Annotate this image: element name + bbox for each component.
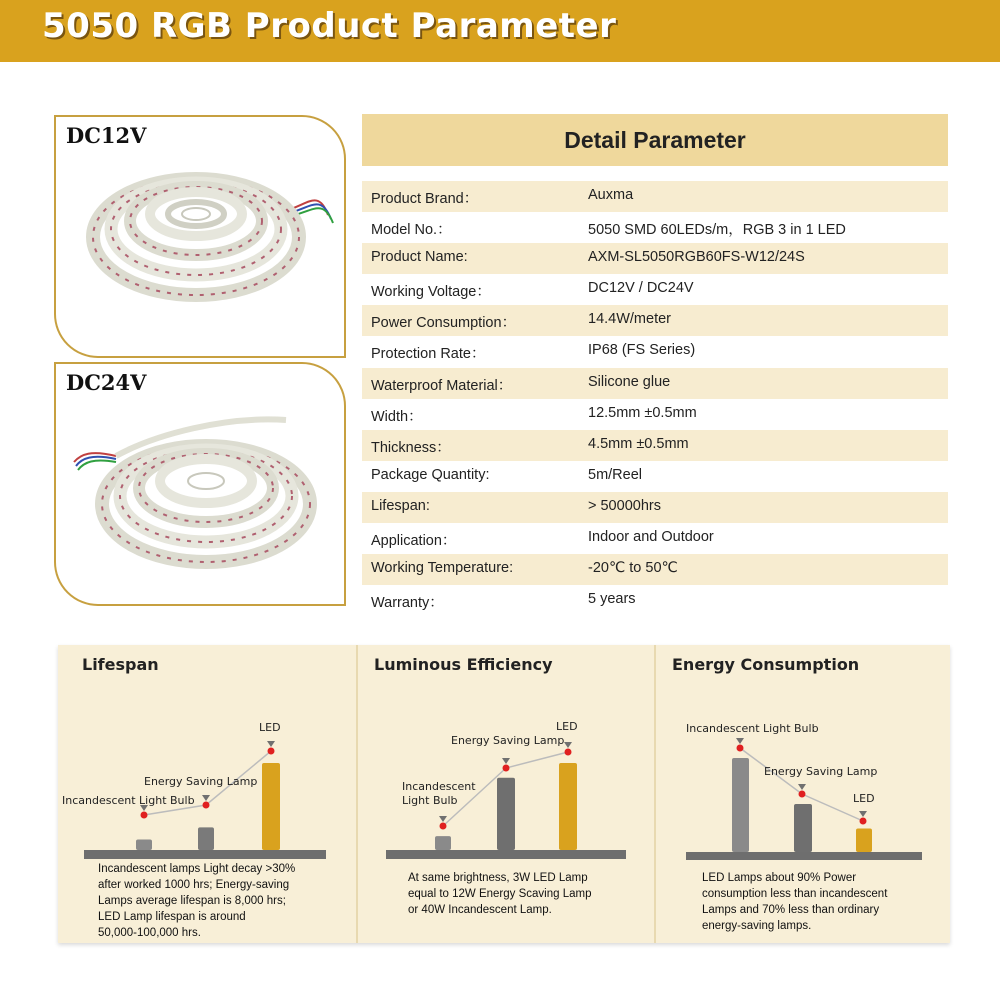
parameter-label: Waterproof Material： xyxy=(371,377,513,394)
bar-energy-saving xyxy=(794,804,812,852)
marker-icon xyxy=(502,758,510,764)
point-energy-saving xyxy=(203,802,210,809)
banner-title: 5050 RGB Product Parameter xyxy=(42,6,617,46)
bar-led xyxy=(559,763,577,850)
marker-icon xyxy=(564,742,572,748)
bar-energy-saving xyxy=(497,778,515,850)
comparison-band xyxy=(58,645,950,943)
parameter-value: -20℃ to 50℃ xyxy=(588,560,678,577)
lifespan-description: Incandescent lamps Light decay >30% after worked 1000 hrs; Energy-saving Lamps average lifespan is 8,000 hrs; LED Lamp lifespan is around 50,000-100,000 hrs. xyxy=(98,863,296,939)
label-energy-saving: Energy Saving Lamp xyxy=(764,765,878,778)
point-incandescent xyxy=(141,812,148,819)
point-energy-saving xyxy=(503,765,510,772)
marker-icon xyxy=(859,811,867,817)
bar-energy-saving xyxy=(198,827,214,850)
chart-baseline xyxy=(686,852,922,860)
label-incandescent: Incandescent xyxy=(402,780,476,793)
energy-consumption-description: LED Lamps about 90% Power consumption less than incandescent Lamps and 70% less than ordinary energy-saving lamps. xyxy=(702,872,888,932)
parameter-label: Protection Rate： xyxy=(371,346,486,363)
led-strip-reel-image xyxy=(56,364,346,606)
parameter-row xyxy=(362,554,948,585)
parameter-value: Silicone glue xyxy=(588,373,671,390)
parameter-value: 12.5mm ±0.5mm xyxy=(588,404,697,421)
parameter-row xyxy=(362,585,948,616)
point-led xyxy=(860,818,867,825)
marker-icon xyxy=(202,795,210,801)
photo-card-dc24v xyxy=(54,362,346,606)
energy-consumption-title: Energy Consumption xyxy=(672,655,860,674)
chart-baseline xyxy=(84,850,326,859)
parameter-value: 4.5mm ±0.5mm xyxy=(588,435,689,452)
parameter-row xyxy=(362,430,948,461)
parameter-row xyxy=(362,181,948,212)
label-incandescent: Incandescent Light Bulb xyxy=(686,722,819,735)
point-led xyxy=(565,749,572,756)
parameter-row xyxy=(362,368,948,399)
parameter-row xyxy=(362,523,948,554)
parameter-table xyxy=(362,181,948,616)
parameter-row xyxy=(362,399,948,430)
detail-parameter-header: Detail Parameter xyxy=(362,114,948,166)
parameter-label: Application： xyxy=(371,533,457,550)
title-banner xyxy=(0,0,1000,62)
parameter-label: Product Brand： xyxy=(371,191,479,207)
parameter-label: Working Voltage： xyxy=(371,284,491,301)
parameter-row xyxy=(362,212,948,243)
marker-icon xyxy=(736,738,744,744)
label-led: LED xyxy=(853,792,875,805)
luminous-efficiency-panel xyxy=(356,645,654,943)
parameter-row xyxy=(362,461,948,492)
lifespan-panel xyxy=(58,645,356,943)
marker-icon xyxy=(267,741,275,747)
photo-label-dc12v: DC12V xyxy=(66,123,147,148)
point-energy-saving xyxy=(799,791,806,798)
parameter-value: IP68 (FS Series) xyxy=(588,342,696,359)
parameter-value: DC12V / DC24V xyxy=(588,280,694,297)
photo-card-dc12v xyxy=(54,115,346,358)
energy-consumption-panel xyxy=(654,645,950,943)
parameter-value: > 50000hrs xyxy=(588,497,661,514)
bar-incandescent xyxy=(136,840,152,850)
parameter-label: Package Quantity: xyxy=(371,466,490,483)
bar-led xyxy=(856,829,872,853)
point-led xyxy=(268,748,275,755)
photo-label-dc24v: DC24V xyxy=(66,370,147,395)
bar-led xyxy=(262,763,280,850)
lifespan-title: Lifespan xyxy=(82,655,159,674)
parameter-row xyxy=(362,274,948,305)
bar-incandescent xyxy=(435,836,451,850)
parameter-value: 5050 SMD 60LEDs/m，RGB 3 in 1 LED xyxy=(588,222,846,239)
luminous-efficiency-description: At same brightness, 3W LED Lamp equal to 12W Energy Scaving Lamp or 40W Incandescent Lamp. xyxy=(408,872,592,916)
parameter-label: Model No.： xyxy=(371,222,452,239)
parameter-row xyxy=(362,305,948,336)
label-led: LED xyxy=(259,721,281,734)
point-incandescent xyxy=(737,745,744,752)
parameter-label: Thickness： xyxy=(371,439,451,456)
parameter-label: Working Temperature: xyxy=(371,560,514,577)
bar-incandescent xyxy=(732,758,749,852)
label-incandescent: Incandescent Light Bulb xyxy=(62,794,195,807)
label-energy-saving: Energy Saving Lamp xyxy=(144,775,258,788)
parameter-row xyxy=(362,492,948,523)
label-led: LED xyxy=(556,720,578,733)
parameter-value: Auxma xyxy=(588,187,634,203)
led-strip-reel-image xyxy=(56,117,346,358)
parameter-value: 5m/Reel xyxy=(588,466,642,483)
parameter-label: Width： xyxy=(371,408,423,425)
label-light-bulb: Light Bulb xyxy=(402,794,458,807)
point-incandescent xyxy=(440,823,447,830)
parameter-row xyxy=(362,336,948,367)
parameter-value: 5 years xyxy=(588,591,636,608)
parameter-value: Indoor and Outdoor xyxy=(588,529,714,546)
parameter-label: Warranty： xyxy=(371,595,444,612)
parameter-value: AXM-SL5050RGB60FS-W12/24S xyxy=(588,249,805,266)
parameter-label: Lifespan: xyxy=(371,497,430,514)
label-energy-saving: Energy Saving Lamp xyxy=(451,734,565,747)
parameter-row xyxy=(362,243,948,274)
parameter-label: Power Consumption： xyxy=(371,315,517,332)
parameter-label: Product Name: xyxy=(371,249,468,266)
parameter-value: 14.4W/meter xyxy=(588,311,671,328)
marker-icon xyxy=(798,784,806,790)
chart-baseline xyxy=(386,850,626,859)
marker-icon xyxy=(439,816,447,822)
luminous-efficiency-title: Luminous Efficiency xyxy=(374,655,553,674)
